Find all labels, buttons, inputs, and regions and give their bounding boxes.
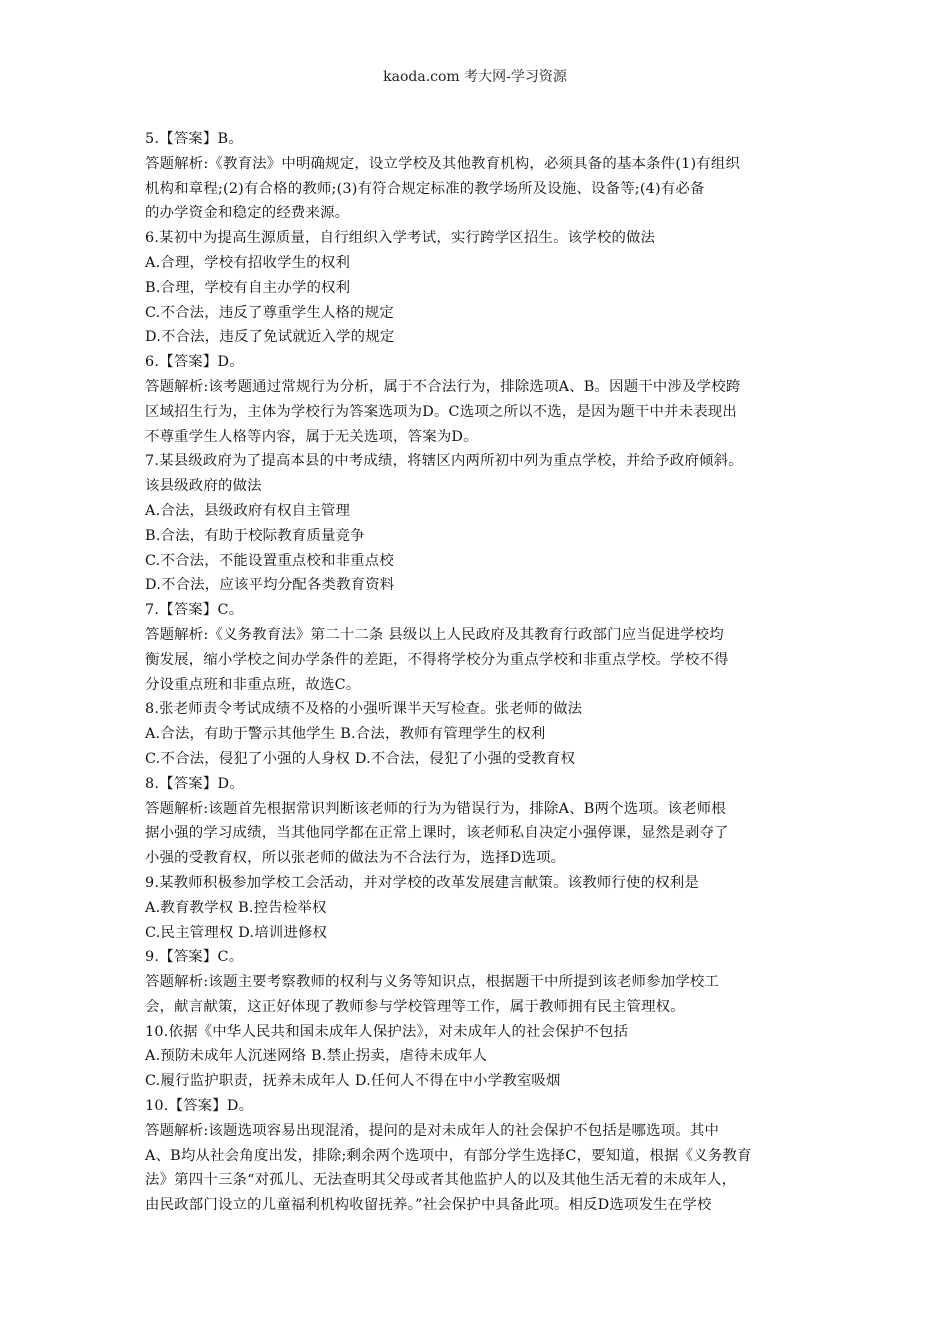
document-line: C.不合法，侵犯了小强的人身权 D.不合法，侵犯了小强的受教育权 bbox=[145, 750, 576, 767]
document-line: A.合法，有助于警示其他学生 B.合法，教师有管理学生的权利 bbox=[145, 726, 546, 743]
document-line: 答题解析:《教育法》中明确规定，设立学校及其他教育机构，必须具备的基本条件(1)有组织 bbox=[145, 155, 741, 172]
document-line: 8.张老师责令考试成绩不及格的小强听课半天写检查。张老师的做法 bbox=[145, 701, 583, 718]
document-line: 会，献言献策，这正好体现了教师参与学校管理等工作，属于教师拥有民主管理权。 bbox=[145, 998, 685, 1015]
document-line: 不尊重学生人格等内容，属于无关选项，答案为D。 bbox=[145, 428, 478, 445]
document-line: 机构和章程;(2)有合格的教师;(3)有符合规定标准的教学场所及设施、设备等;(4)有必备 bbox=[145, 180, 705, 197]
document-line: 答题解析:该题主要考察教师的权利与义务等知识点，根据题干中所提到该老师参加学校工 bbox=[145, 974, 720, 991]
document-line: A.合法，县级政府有权自主管理 bbox=[145, 502, 351, 519]
document-line: D.不合法，应该平均分配各类教育资料 bbox=[145, 577, 395, 594]
document-line: B.合法，有助于校际教育质量竞争 bbox=[145, 527, 365, 544]
document-line: 6.某初中为提高生源质量，自行组织入学考试，实行跨学区招生。该学校的做法 bbox=[145, 230, 656, 247]
document-line: C.不合法，不能设置重点校和非重点校 bbox=[145, 552, 394, 569]
document-line: 分设重点班和非重点班，故选C。 bbox=[145, 676, 361, 693]
document-line: A.教育教学权 B.控告检举权 bbox=[145, 899, 327, 916]
document-line: 10.依据《中华人民共和国未成年人保护法》，对未成年人的社会保护不包括 bbox=[145, 1023, 629, 1040]
document-line: 该县级政府的做法 bbox=[145, 478, 262, 495]
document-line: C.不合法，违反了尊重学生人格的规定 bbox=[145, 304, 394, 321]
document-line: 7.【答案】C。 bbox=[145, 602, 244, 619]
document-line: 小强的受教育权，所以张老师的做法为不合法行为，选择D选项。 bbox=[145, 850, 566, 867]
document-line: 答题解析:该题选项容易出现混淆，提问的是对未成年人的社会保护不包括是哪选项。其中 bbox=[145, 1122, 720, 1139]
document-line: 区域招生行为，主体为学校行为答案选项为D。C选项之所以不选，是因为题干中并未表现出 bbox=[145, 403, 737, 420]
document-line: 答题解析:该考题通过常规行为分析，属于不合法行为，排除选项A、B。因题干中涉及学校跨 bbox=[145, 378, 741, 395]
document-line: 由民政部门设立的儿童福利机构收留抚养。”社会保护中具备此项。相反D选项发生在学校 bbox=[145, 1197, 712, 1214]
document-line: B.合理，学校有自主办学的权利 bbox=[145, 279, 351, 296]
document-line: 8.【答案】D。 bbox=[145, 775, 244, 792]
document-line: 7.某县级政府为了提高本县的中考成绩，将辖区内两所初中列为重点学校，并给予政府倾斜。 bbox=[145, 453, 743, 470]
document-line: 衡发展，缩小学校之间办学条件的差距，不得将学校分为重点学校和非重点学校。学校不得 bbox=[145, 651, 729, 668]
document-line: A、B均从社会角度出发，排除;剩余两个选项中，有部分学生选择C，要知道，根据《义务教育 bbox=[145, 1147, 752, 1164]
document-line: 6.【答案】D。 bbox=[145, 354, 244, 371]
document-line: A.合理，学校有招收学生的权利 bbox=[145, 254, 351, 271]
document-line: 的办学资金和稳定的经费来源。 bbox=[145, 205, 350, 222]
document-line: C.履行监护职责，抚养未成年人 D.任何人不得在中小学教室吸烟 bbox=[145, 1073, 561, 1090]
document-line: C.民主管理权 D.培训进修权 bbox=[145, 924, 328, 941]
document-line: 9.【答案】C。 bbox=[145, 949, 244, 966]
page-header: kaoda.com 考大网-学习资源 bbox=[383, 69, 567, 85]
document-line: 5.【答案】B。 bbox=[145, 131, 243, 147]
document-line: 法》第四十三条“对孤儿、无法查明其父母或者其他监护人的以及其他生活无着的未成年人， bbox=[145, 1172, 737, 1189]
document-line: 10.【答案】D。 bbox=[145, 1098, 254, 1115]
document-body bbox=[145, 127, 825, 1218]
document-line: A.预防未成年人沉迷网络 B.禁止拐卖，虐待未成年人 bbox=[145, 1048, 488, 1065]
document-line: D.不合法，违反了免试就近入学的规定 bbox=[145, 329, 395, 346]
document-line: 答题解析:《义务教育法》第二十二条 县级以上人民政府及其教育行政部门应当促进学校均 bbox=[145, 626, 724, 643]
document-line: 据小强的学习成绩，当其他同学都在正常上课时，该老师私自决定小强停课，显然是剥夺了 bbox=[145, 825, 729, 842]
document-line: 答题解析:该题首先根据常识判断该老师的行为为错误行为，排除A、B两个选项。该老师根 bbox=[145, 800, 726, 817]
document-line: 9.某教师积极参加学校工会活动，并对学校的改革发展建言献策。该教师行使的权利是 bbox=[145, 874, 699, 891]
